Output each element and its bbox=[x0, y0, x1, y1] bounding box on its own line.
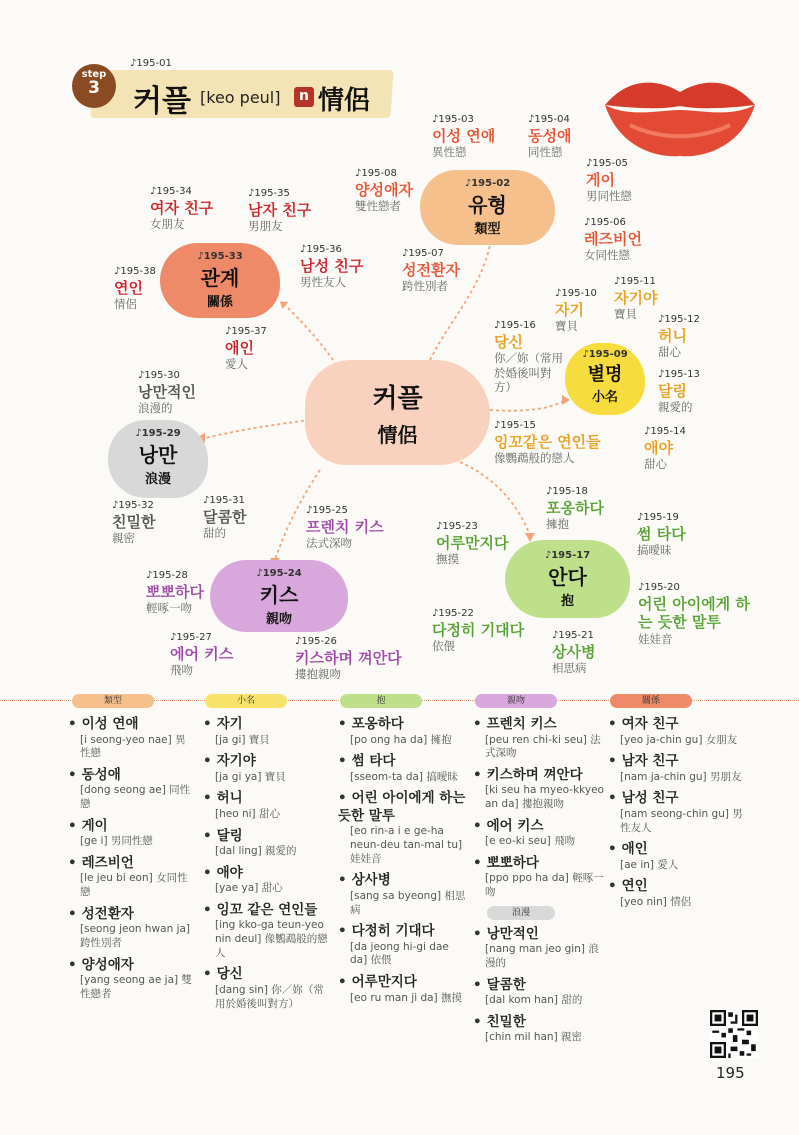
list-item: • 남성 친구 [nam seong-chin gu] 男性友人 bbox=[608, 790, 743, 835]
category-kiss-chinese: 親吻 bbox=[265, 612, 292, 627]
category-romance-audio[interactable]: ♪195-29 bbox=[135, 428, 181, 439]
list-item: • 키스하며 껴안다 [ki seu ha myeo-kkyeo an da] 摟抱親吻 bbox=[473, 767, 605, 812]
category-type-audio[interactable]: ♪195-02 bbox=[464, 178, 511, 189]
category-hug-blob bbox=[505, 540, 630, 618]
word-air-kiss: ♪195-27 에어 키스 飛吻 bbox=[170, 632, 234, 678]
pill-kiss: 親吻 bbox=[475, 694, 557, 708]
list-item: • 허니 [heo ni] 甜心 bbox=[203, 790, 333, 821]
category-type-korean: 유형 bbox=[468, 193, 507, 217]
word-french-kiss: ♪195-25 프렌치 키스 法式深吻 bbox=[306, 505, 384, 551]
word-honey: ♪195-12 허니 甜心 bbox=[658, 314, 700, 360]
category-nickname-audio[interactable]: ♪195-09 bbox=[582, 349, 628, 360]
word-girlfriend: ♪195-34 여자 친구 女朋友 bbox=[150, 186, 214, 232]
word-lovesickness: ♪195-21 상사병 相思病 bbox=[552, 630, 596, 676]
connector-nickname bbox=[490, 400, 565, 411]
word-transgender: ♪195-07 성전환자 跨性別者 bbox=[402, 248, 460, 294]
center-topic-korean: 커플 bbox=[372, 384, 423, 414]
list-column-relation bbox=[608, 716, 743, 916]
word-caress: ♪195-23 어루만지다 撫摸 bbox=[436, 521, 509, 567]
list-column-nickname bbox=[203, 716, 333, 1017]
list-item: • 게이 [ge i] 男同性戀 bbox=[68, 818, 193, 849]
pill-type: 類型 bbox=[72, 694, 154, 708]
word-romantic: ♪195-30 낭만적인 浪漫的 bbox=[138, 370, 196, 416]
category-type-chinese: 類型 bbox=[474, 222, 501, 237]
list-item: • 남자 친구 [nam ja-chin gu] 男朋友 bbox=[608, 753, 743, 784]
word-bisexual: ♪195-08 양성애자 雙性戀者 bbox=[355, 168, 413, 214]
category-relation-audio[interactable]: ♪195-33 bbox=[197, 251, 243, 262]
word-lesbian: ♪195-06 레즈비언 女同性戀 bbox=[584, 217, 642, 263]
list-item: • 상사병 [sang sa byeong] 相思病 bbox=[338, 872, 468, 917]
list-item: • 다정히 기대다 [da jeong hi-gi dae da] 依偎 bbox=[338, 923, 468, 968]
pill-relation: 關係 bbox=[610, 694, 692, 708]
page-title-korean: 커플 bbox=[133, 84, 191, 119]
category-nickname-blob bbox=[565, 343, 645, 415]
category-nickname-chinese: 小名 bbox=[591, 390, 618, 405]
category-romance-korean: 낭만 bbox=[138, 443, 178, 467]
list-item: • 성전환자 [seong jeon hwan ja] 跨性別者 bbox=[68, 906, 193, 951]
category-hug-korean: 안다 bbox=[548, 565, 587, 589]
category-relation-blob bbox=[160, 243, 280, 318]
list-item: • 포옹하다 [po ong ha da] 擁抱 bbox=[338, 716, 468, 747]
list-column-type bbox=[68, 716, 193, 1007]
word-kiss-embrace: ♪195-26 키스하며 껴안다 摟抱親吻 bbox=[295, 636, 402, 682]
category-kiss-blob bbox=[210, 560, 348, 632]
list-item: • 연인 [yeo nin] 情侶 bbox=[608, 878, 743, 909]
category-type-blob bbox=[420, 170, 555, 245]
list-item: • 달콤한 [dal kom han] 甜的 bbox=[473, 977, 605, 1008]
word-lover: ♪195-38 연인 情侶 bbox=[114, 266, 156, 312]
word-aeya: ♪195-14 애야 甜心 bbox=[644, 426, 686, 472]
pill-hug: 抱 bbox=[340, 694, 422, 708]
list-item: • 애야 [yae ya] 甜心 bbox=[203, 865, 333, 896]
word-homosexuality: ♪195-04 동성애 同性戀 bbox=[528, 114, 572, 160]
list-item: • 잉꼬 같은 연인들 [ing kko-ga teun-yeo nin deul] 像鸚鵡般的戀人 bbox=[203, 902, 333, 960]
category-relation-korean: 관계 bbox=[200, 266, 240, 290]
page-title-chinese: 情侶 bbox=[318, 86, 371, 116]
step-label: step bbox=[81, 69, 107, 80]
list-item: • 애인 [ae in] 愛人 bbox=[608, 841, 743, 872]
category-nickname-korean: 별명 bbox=[587, 364, 623, 385]
list-item: • 에어 키스 [e eo-ki seu] 飛吻 bbox=[473, 818, 605, 849]
pill-nickname: 小名 bbox=[205, 694, 287, 708]
list-column-kiss bbox=[473, 716, 605, 1051]
category-romance-blob bbox=[108, 420, 208, 498]
word-boyfriend: ♪195-35 남자 친구 男朋友 bbox=[248, 188, 312, 234]
list-item: • 프렌치 키스 [peu ren chi-ki seu] 法式深吻 bbox=[473, 716, 605, 761]
list-item: • 양성애자 [yang seong ae ja] 雙性戀者 bbox=[68, 957, 193, 1002]
list-item: • 동성애 [dong seong ae] 同性戀 bbox=[68, 767, 193, 812]
category-relation-chinese: 關係 bbox=[206, 295, 233, 310]
center-topic-chinese: 情侶 bbox=[377, 423, 418, 447]
center-topic-blob bbox=[305, 360, 490, 465]
category-kiss-korean: 키스 bbox=[259, 583, 299, 607]
page-title-romanization: [keo peul] bbox=[200, 88, 281, 107]
word-embrace: ♪195-18 포옹하다 擁抱 bbox=[546, 486, 604, 532]
word-lovebirds: ♪195-15 잉꼬같은 연인들 像鸚鵡般的戀人 bbox=[494, 420, 601, 466]
word-gay: ♪195-05 게이 男同性戀 bbox=[586, 158, 632, 204]
list-item: • 어린 아이에게 하는 듯한 말투 [eo rin-a i e ge-ha neun-deu tan-mal tu] 娃娃音 bbox=[338, 790, 468, 866]
word-intimate: ♪195-32 친밀한 親密 bbox=[112, 500, 156, 546]
noun-badge: n bbox=[294, 87, 314, 107]
category-hug-audio[interactable]: ♪195-17 bbox=[544, 550, 591, 561]
list-item: • 당신 [dang sin] 你／妳（常用於婚後叫對方） bbox=[203, 966, 333, 1011]
connector-relation bbox=[285, 305, 340, 370]
category-hug-chinese: 抱 bbox=[560, 594, 574, 609]
list-item: • 어루만지다 [eo ru man ji da] 撫摸 bbox=[338, 974, 468, 1005]
list-item: • 자기 [ja gi] 寶貝 bbox=[203, 716, 333, 747]
list-item: • 자기야 [ja gi ya] 寶貝 bbox=[203, 753, 333, 784]
word-peck: ♪195-28 뽀뽀하다 輕啄一吻 bbox=[146, 570, 204, 616]
word-sweet: ♪195-31 달콤한 甜的 bbox=[203, 495, 247, 541]
word-male-friend: ♪195-36 남성 친구 男性友人 bbox=[300, 244, 364, 290]
word-straight-love: ♪195-03 이성 연애 異性戀 bbox=[432, 114, 496, 160]
category-kiss-audio[interactable]: ♪195-24 bbox=[256, 568, 302, 579]
word-darling: ♪195-13 달링 親愛的 bbox=[658, 369, 700, 415]
list-item: • 달링 [dal ling] 親愛的 bbox=[203, 828, 333, 859]
list-item: • 여자 친구 [yeo ja-chin gu] 女朋友 bbox=[608, 716, 743, 747]
word-jagiya: ♪195-11 자기야 寶貝 bbox=[614, 276, 658, 322]
list-item: • 레즈비언 [le jeu bi eon] 女同性戀 bbox=[68, 855, 193, 900]
step-badge bbox=[72, 64, 116, 108]
list-column-hug bbox=[338, 716, 468, 1011]
page-number: 195 bbox=[716, 1064, 745, 1082]
connector-romance bbox=[205, 420, 310, 438]
word-dangsin: ♪195-16 당신 你／妳（常用於婚後叫對方） bbox=[494, 320, 563, 394]
list-item: • 이성 연애 [i seong-yeo nae] 異性戀 bbox=[68, 716, 193, 761]
list-item: • 낭만적인 [nang man jeo gin] 浪漫的 bbox=[473, 926, 605, 971]
word-flirt: ♪195-19 썸 타다 搞曖昧 bbox=[637, 512, 686, 558]
word-lean-affectionately: ♪195-22 다정히 기대다 依偎 bbox=[432, 608, 525, 654]
category-romance-chinese: 浪漫 bbox=[144, 472, 171, 487]
pill-romance: 浪漫 bbox=[487, 906, 555, 920]
word-jagi: ♪195-10 자기 寶貝 bbox=[555, 288, 597, 334]
qr-code-icon[interactable] bbox=[710, 1010, 758, 1058]
step-number: 3 bbox=[88, 78, 100, 98]
word-baby-talk: ♪195-20 어린 아이에게 하는 듯한 말투 娃娃音 bbox=[638, 582, 750, 646]
list-item: • 썸 타다 [sseom-ta da] 搞曖昧 bbox=[338, 753, 468, 784]
word-sweetheart: ♪195-37 애인 愛人 bbox=[225, 326, 267, 372]
list-item: • 뽀뽀하다 [ppo ppo ha da] 輕啄一吻 bbox=[473, 855, 605, 900]
list-item: • 친밀한 [chin mil han] 親密 bbox=[473, 1014, 605, 1045]
title-audio-code[interactable]: ♪195-01 bbox=[130, 58, 172, 69]
